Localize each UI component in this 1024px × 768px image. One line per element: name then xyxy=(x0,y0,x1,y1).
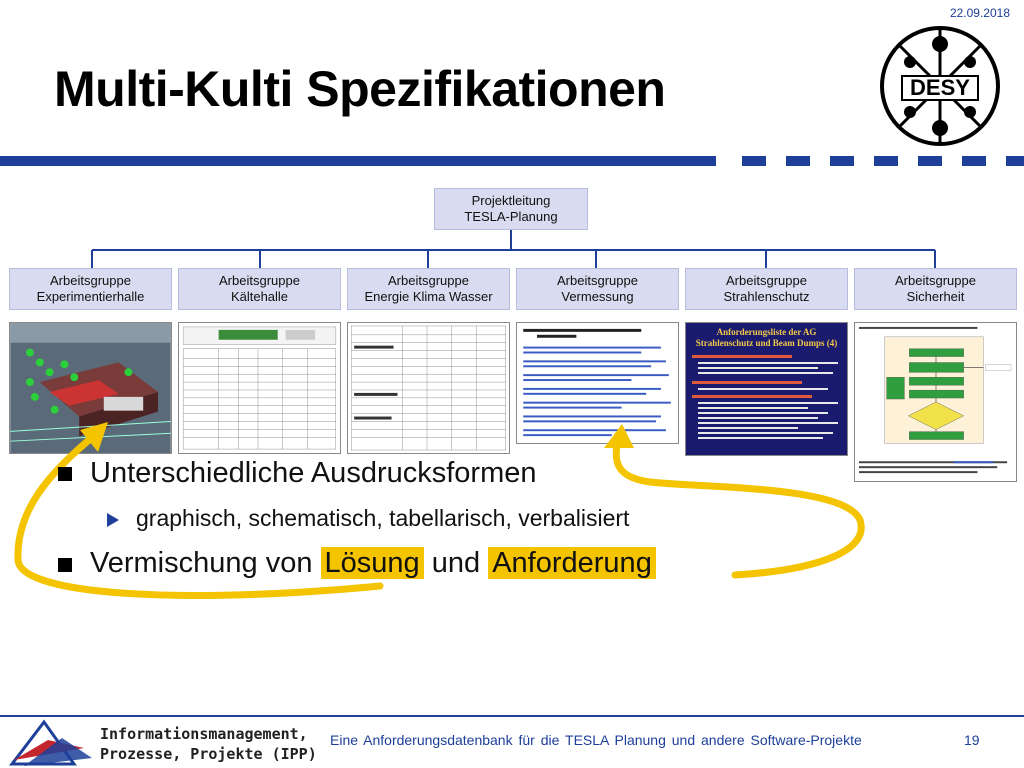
ipp-logo xyxy=(4,718,96,768)
highlight-loesung: Lösung xyxy=(321,547,424,579)
org-box-kaeltehalle xyxy=(178,268,341,310)
org-box-line1: Arbeitsgruppe xyxy=(726,273,807,288)
org-box-line1: Arbeitsgruppe xyxy=(557,273,638,288)
footer-brand-line2: Prozesse, Projekte (IPP) xyxy=(100,745,317,763)
org-box-line2: Strahlenschutz xyxy=(723,289,810,304)
org-box-line2: Vermessung xyxy=(561,289,634,304)
bullet-square xyxy=(58,558,72,572)
logo-text: DESY xyxy=(910,75,970,100)
slide-title: Multi-Kulti Spezifikationen xyxy=(54,61,666,117)
org-connectors xyxy=(0,0,1024,300)
org-box-line1: Arbeitsgruppe xyxy=(388,273,469,288)
org-box-strahlenschutz xyxy=(685,268,848,310)
org-box-line2: Energie Klima Wasser xyxy=(364,289,493,304)
sub-bullet-formen: graphisch, schematisch, tabellarisch, verbalisiert xyxy=(136,505,630,531)
org-box-line1: Arbeitsgruppe xyxy=(50,273,131,288)
org-box-sicherheit xyxy=(854,268,1017,310)
org-box-line2: TESLA-Planung xyxy=(464,209,558,224)
org-box-energie xyxy=(347,268,510,310)
footer-brand-line1: Informationsmanagement, xyxy=(100,725,308,743)
bullet-vermischung-pre: Vermischung von xyxy=(90,547,313,579)
bullet-vermischung-mid: und xyxy=(431,547,481,579)
bullet-square xyxy=(58,467,72,481)
slide-date: 22.09.2018 xyxy=(949,6,1010,20)
org-box-vermessung xyxy=(516,268,679,310)
org-box-experimentierhalle xyxy=(9,268,172,310)
footer-text: Eine Anforderungsdatenbank für die TESLA Planung und andere Software-Projekte xyxy=(330,732,862,748)
footer-brand xyxy=(100,724,317,764)
page-number: 19 xyxy=(964,732,980,748)
bullet-ausdrucksformen: Unterschiedliche Ausdrucksformen xyxy=(90,457,537,489)
sub-bullet-triangle-icon xyxy=(106,512,120,528)
org-box-line1: Projektleitung xyxy=(471,193,551,208)
thumbnail-slide-title: Anforderungsliste der AG Strahlenschutz und Beam Dumps (4) xyxy=(695,327,838,348)
org-box-line2: Experimentierhalle xyxy=(36,289,145,304)
org-box-line1: Arbeitsgruppe xyxy=(895,273,976,288)
org-box-line1: Arbeitsgruppe xyxy=(219,273,300,288)
org-box-line2: Kältehalle xyxy=(230,289,289,304)
bullet-vermischung xyxy=(90,547,656,580)
footer-rule xyxy=(0,715,1024,717)
highlight-anforderung: Anforderung xyxy=(488,547,656,579)
org-box-line2: Sicherheit xyxy=(906,289,965,304)
org-box-projektleitung xyxy=(434,188,588,230)
